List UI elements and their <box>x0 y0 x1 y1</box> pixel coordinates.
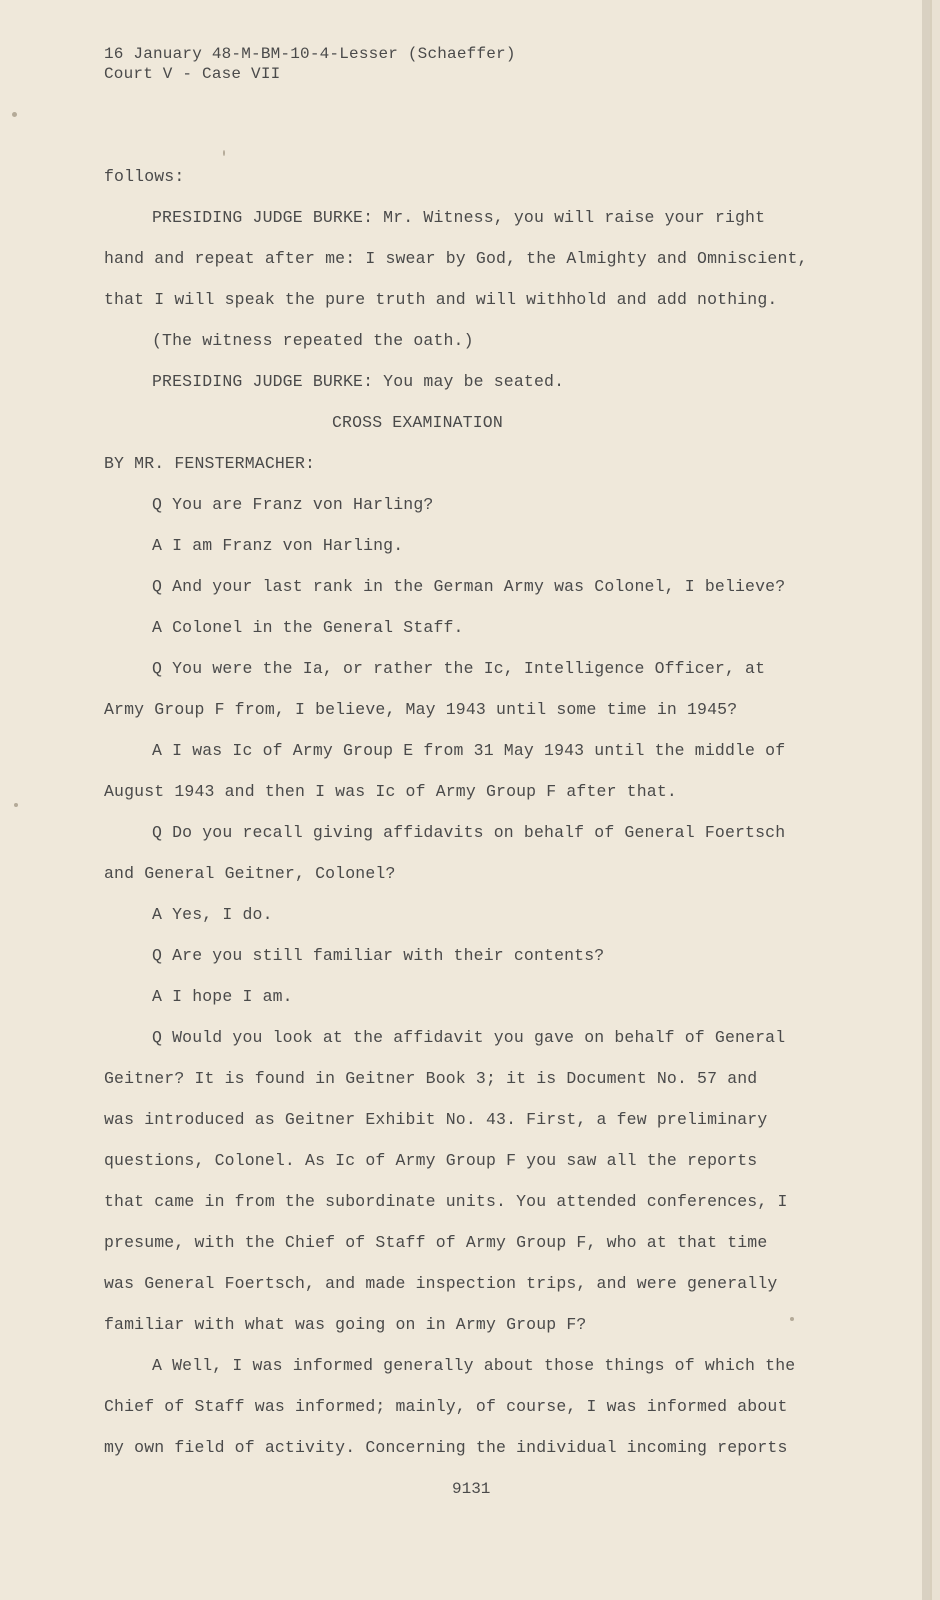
text-line-30: A Well, I was informed generally about those things of which the <box>152 1356 796 1375</box>
text-line-19: A Yes, I do. <box>152 905 273 924</box>
text-line-2: PRESIDING JUDGE BURKE: Mr. Witness, you will raise your right <box>152 208 766 227</box>
page-edge <box>922 0 930 1600</box>
text-line-4: that I will speak the pure truth and will withhold and add nothing. <box>104 290 778 309</box>
paper-speck <box>790 1317 794 1321</box>
text-line-32: my own field of activity. Concerning the individual incoming reports <box>104 1438 788 1457</box>
text-line-16: August 1943 and then I was Ic of Army Group F after that. <box>104 782 677 801</box>
text-line-23: Geitner? It is found in Geitner Book 3; it is Document No. 57 and <box>104 1069 758 1088</box>
text-line-5: (The witness repeated the oath.) <box>152 331 474 350</box>
text-line-26: that came in from the subordinate units. You attended conferences, I <box>104 1192 788 1211</box>
text-line-8: BY MR. FENSTERMACHER: <box>104 454 316 473</box>
text-line-25: questions, Colonel. As Ic of Army Group F you saw all the reports <box>104 1151 758 1170</box>
page-number: 9131 <box>452 1480 491 1498</box>
text-line-3: hand and repeat after me: I swear by God, the Almighty and Omniscient, <box>104 249 808 268</box>
text-line-9: Q You are Franz von Harling? <box>152 495 434 514</box>
text-line-24: was introduced as Geitner Exhibit No. 43. First, a few preliminary <box>104 1110 768 1129</box>
section-heading: CROSS EXAMINATION <box>332 413 503 432</box>
text-line-22: Q Would you look at the affidavit you gave on behalf of General <box>152 1028 786 1047</box>
text-line-6: PRESIDING JUDGE BURKE: You may be seated. <box>152 372 565 391</box>
text-line-14: Army Group F from, I believe, May 1943 until some time in 1945? <box>104 700 738 719</box>
text-line-20: Q Are you still familiar with their contents? <box>152 946 605 965</box>
text-line-21: A I hope I am. <box>152 987 293 1006</box>
text-line-12: A Colonel in the General Staff. <box>152 618 464 637</box>
paper-speck <box>223 150 225 156</box>
paper-speck <box>12 112 17 117</box>
text-line-1: follows: <box>104 167 185 186</box>
text-line-15: A I was Ic of Army Group E from 31 May 1943 until the middle of <box>152 741 786 760</box>
text-line-31: Chief of Staff was informed; mainly, of course, I was informed about <box>104 1397 788 1416</box>
text-line-28: was General Foertsch, and made inspection trips, and were generally <box>104 1274 778 1293</box>
header-line-2: Court V - Case VII <box>104 65 281 83</box>
text-line-18: and General Geitner, Colonel? <box>104 864 396 883</box>
text-line-17: Q Do you recall giving affidavits on behalf of General Foertsch <box>152 823 786 842</box>
text-line-11: Q And your last rank in the German Army was Colonel, I believe? <box>152 577 786 596</box>
text-line-29: familiar with what was going on in Army Group F? <box>104 1315 587 1334</box>
text-line-13: Q You were the Ia, or rather the Ic, Intelligence Officer, at <box>152 659 766 678</box>
text-line-27: presume, with the Chief of Staff of Army Group F, who at that time <box>104 1233 768 1252</box>
paper-speck <box>14 803 18 807</box>
header-line-1: 16 January 48-M-BM-10-4-Lesser (Schaeffer) <box>104 45 516 63</box>
document-header <box>104 44 516 84</box>
text-line-10: A I am Franz von Harling. <box>152 536 404 555</box>
